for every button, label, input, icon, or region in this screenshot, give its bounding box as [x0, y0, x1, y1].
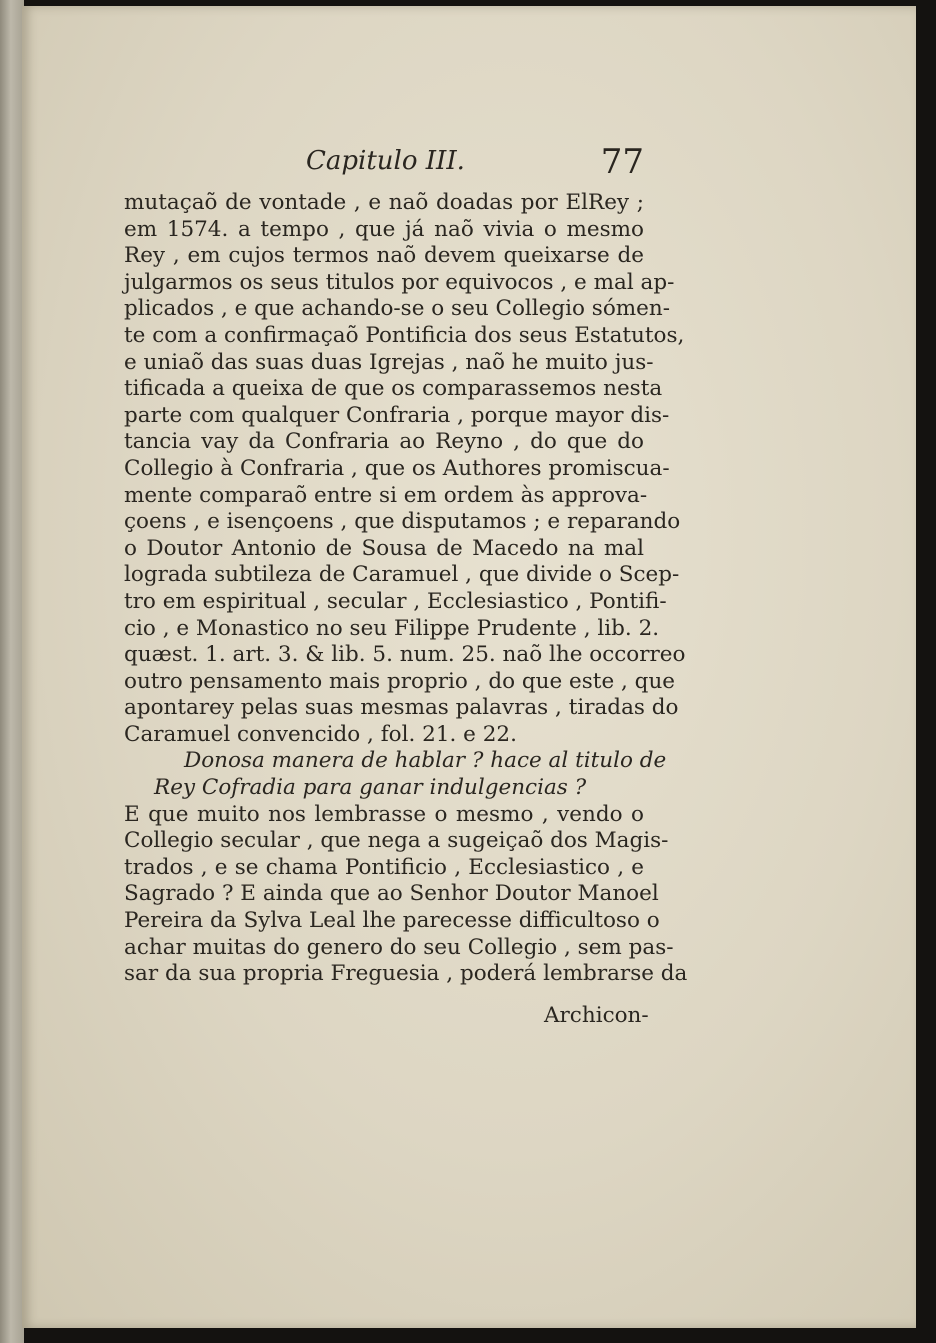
text-line: cio , e Monastico no seu Filippe Prudente , lib. 2.: [124, 615, 660, 641]
text-line: mutaçaõ de vontade , e naõ doadas por ElRey ;: [124, 190, 644, 215]
catchword: Archicon-: [544, 1003, 649, 1028]
text-line: Caramuel convencido , fol. 21. e 22.: [124, 721, 517, 747]
text-line: quæst. 1. art. 3. & lib. 5. num. 25. naõ lhe occorreo: [124, 642, 686, 668]
text-line: julgarmos os seus titulos por equivocos , e mal ap-: [124, 269, 675, 295]
text-line: tificada a queixa de que os comparassemos nesta: [124, 376, 663, 402]
text-line: em 1574. a tempo , que já naõ vivia o mesmo: [124, 216, 644, 242]
chapter-title: Capitulo III.: [306, 146, 465, 176]
text-block: [124, 142, 688, 1028]
text-line: tancia vay da Confraria ao Reyno , do que do: [124, 429, 644, 455]
text-line: e uniaõ das suas duas Igrejas , naõ he muito jus-: [124, 349, 654, 375]
book-page: [22, 6, 916, 1328]
text-line: achar muitas do genero do seu Collegio , sem pas-: [124, 934, 674, 960]
text-line: Rey , em cujos termos naõ devem queixarse de: [124, 243, 644, 269]
text-line: çoens , e isençoens , que disputamos ; e reparando: [124, 509, 681, 535]
text-line: outro pensamento mais proprio , do que este , que: [124, 668, 676, 694]
text-line: Pereira da Sylva Leal lhe parecesse difficultoso o: [124, 908, 660, 934]
left-page-edge: [0, 0, 24, 1343]
text-line: trados , e se chama Pontificio , Ecclesiastico , e: [124, 854, 644, 880]
text-line: plicados , e que achando-se o seu Collegio sómen-: [124, 296, 670, 322]
text-line: lograda subtileza de Caramuel , que divide o Scep-: [124, 562, 680, 588]
text-line: o Doutor Antonio de Sousa de Macedo na mal: [124, 535, 644, 561]
spanish-quotation: [124, 748, 667, 801]
text-line: E que muito nos lembrasse o mesmo , vendo o: [124, 801, 644, 827]
text-line: Sagrado ? E ainda que ao Senhor Doutor Manoel: [124, 881, 659, 907]
quote-line: Donosa manera de hablar ? hace al titulo de: [184, 748, 667, 774]
text-line: tro em espiritual , secular , Ecclesiastico , Pontifi-: [124, 588, 667, 614]
text-line: te com a confirmaçaõ Pontificia dos seus Estatutos,: [124, 322, 685, 348]
text-line: mente comparaõ entre si em ordem às approva-: [124, 482, 648, 508]
closing-paragraph: [124, 801, 688, 988]
page-number: 77: [600, 142, 644, 182]
text-line: apontarey pelas suas mesmas palavras , tiradas do: [124, 695, 679, 721]
text-line: Collegio à Confraria , que os Authores promiscua-: [124, 455, 670, 481]
main-paragraph: [124, 190, 686, 748]
text-line: parte com qualquer Confraria , porque mayor dis-: [124, 402, 670, 428]
running-head: [124, 142, 644, 190]
text-line: Collegio secular , que nega a sugeiçaõ dos Magis-: [124, 828, 669, 854]
text-line: sar da sua propria Freguesia , poderá lembrarse da: [124, 961, 688, 987]
quote-line: Rey Cofradia para ganar indulgencias ?: [154, 775, 587, 801]
